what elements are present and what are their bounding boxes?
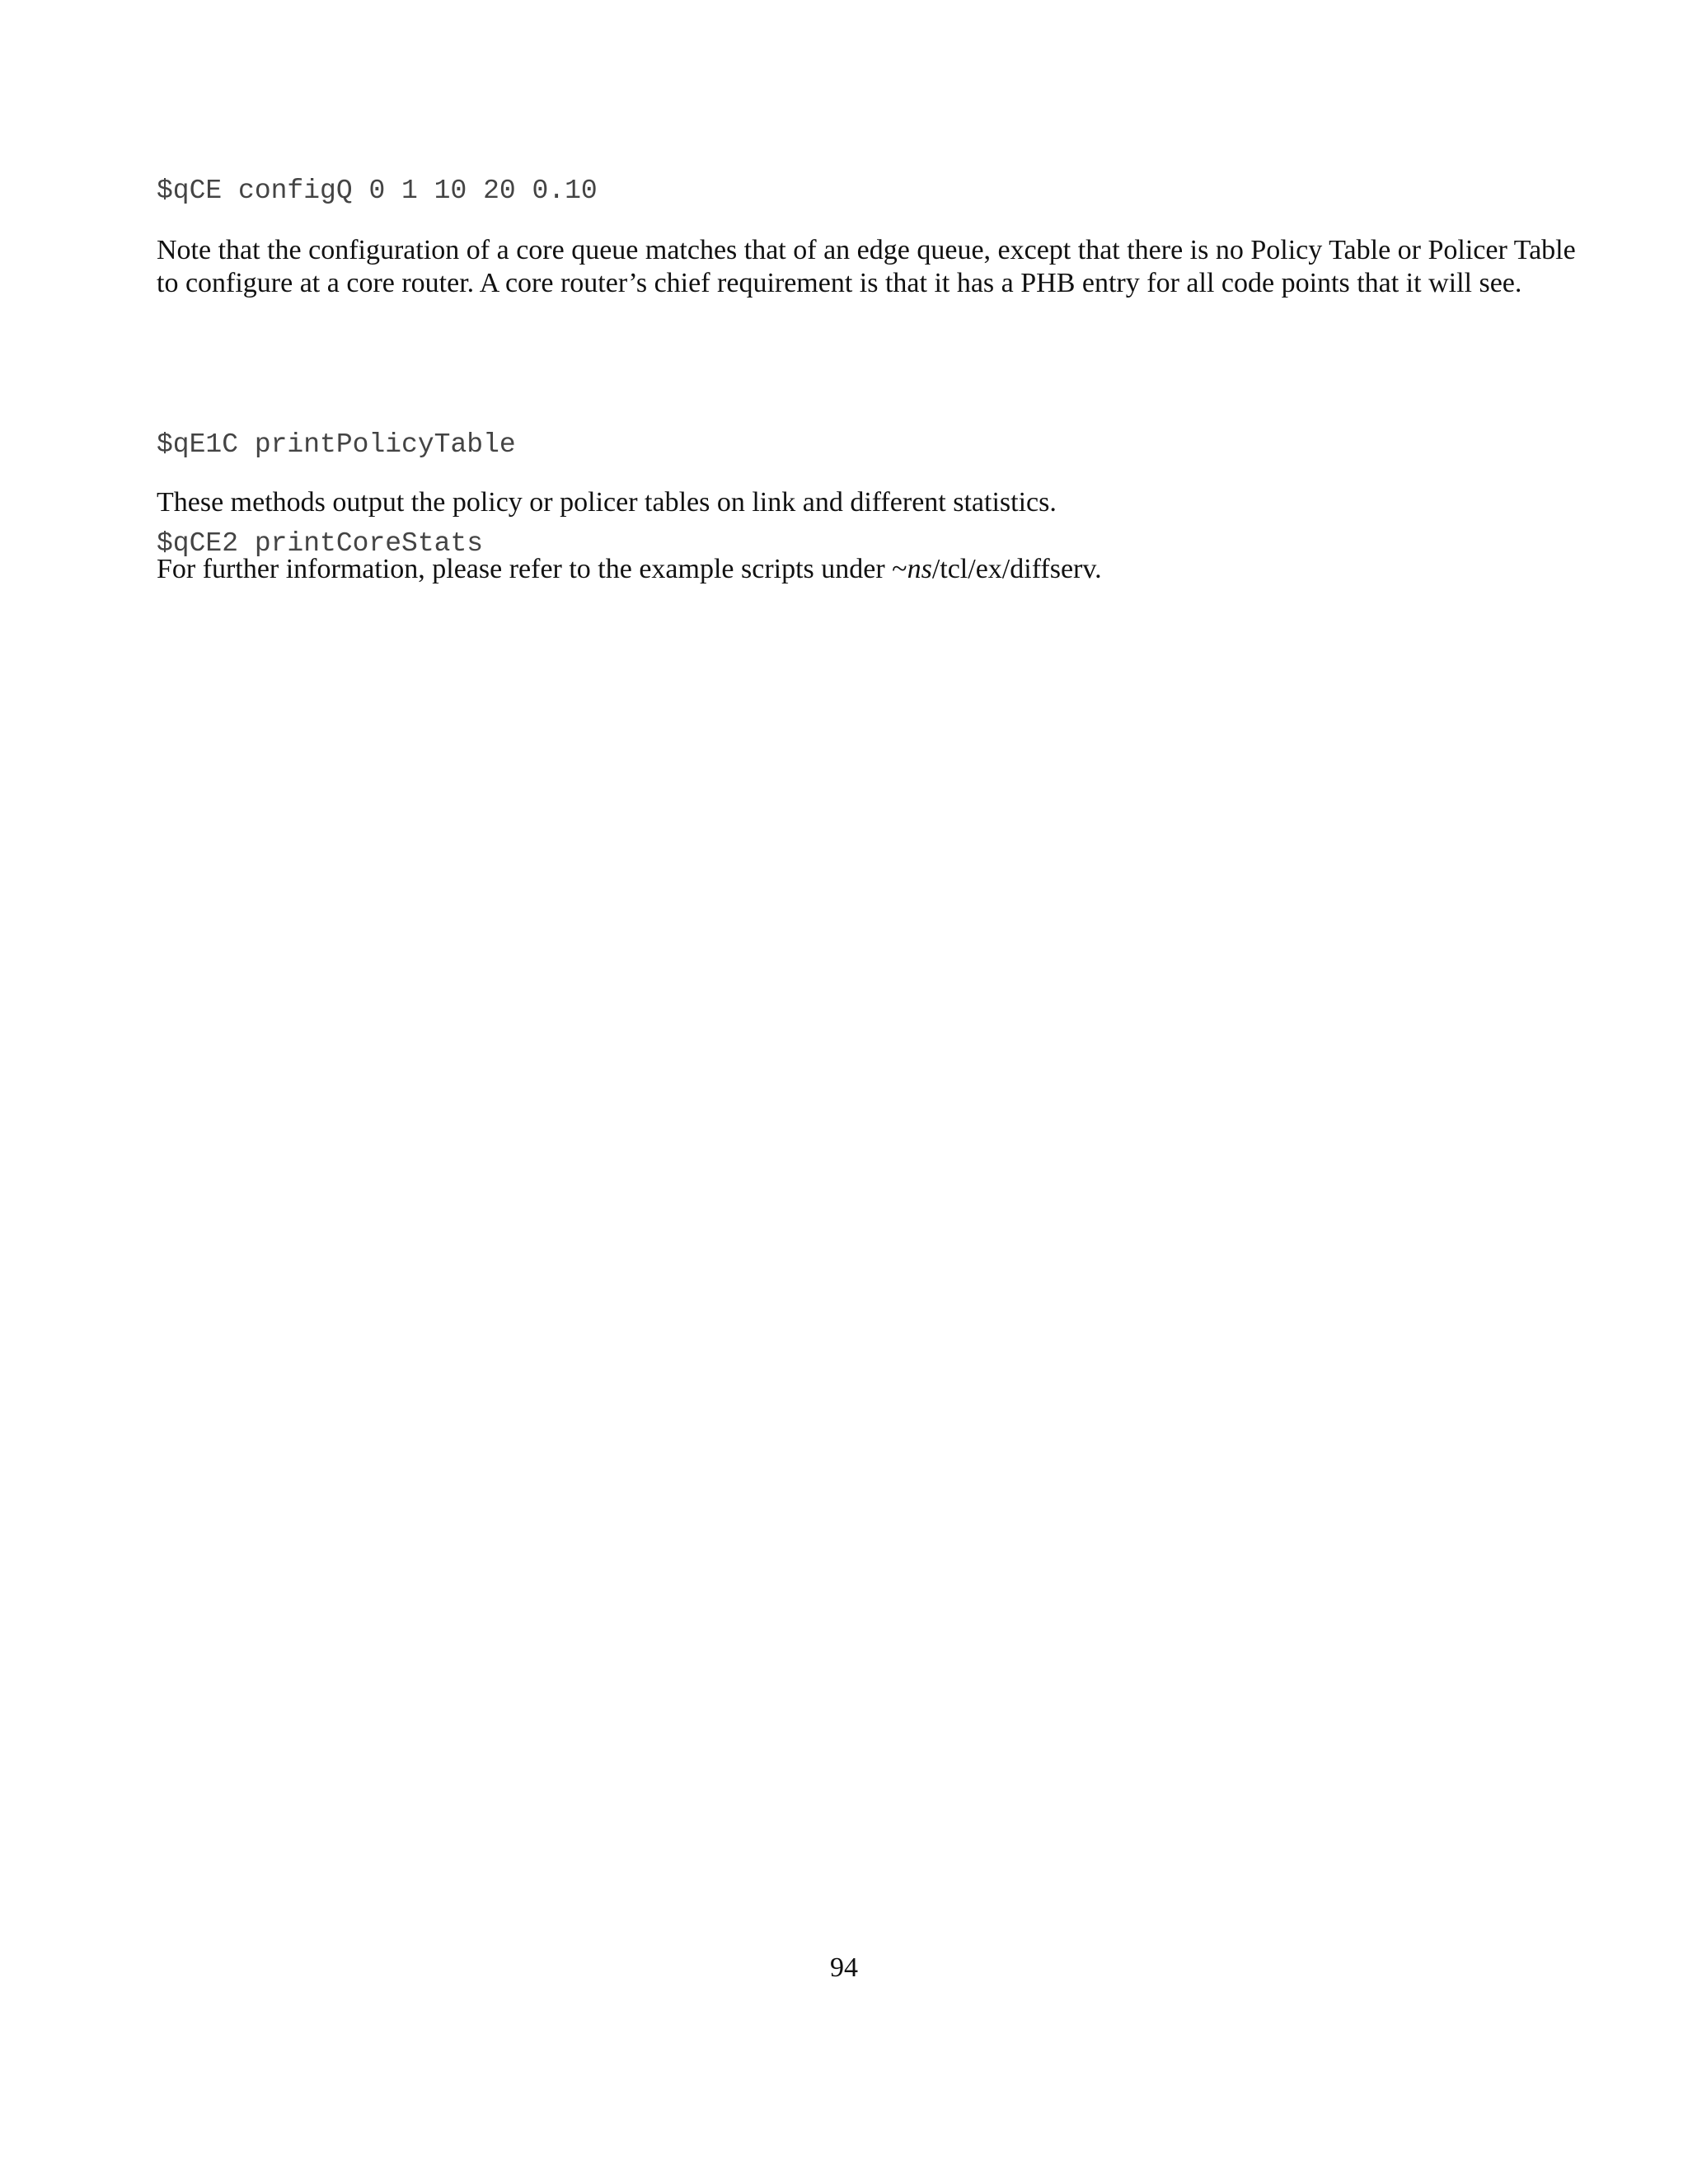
paragraph-line (157, 553, 1558, 586)
code-line: $qCE configQ 0 1 10 20 0.10 (157, 176, 598, 206)
paragraph-text-prefix: For further information, please refer to the example scripts under ~ (157, 554, 907, 584)
paragraph-core-queue-note (157, 234, 1576, 300)
paragraph-further-info (157, 553, 1558, 586)
paragraph-text-suffix: /tcl/ex/diffserv. (931, 554, 1102, 584)
paragraph-line: These methods output the policy or policer tables on link and different statistics. (157, 487, 1057, 518)
paragraph-line: to configure at a core router. A core router’s chief requirement is that it has a PHB entry for all code points that it will see. (157, 268, 1522, 298)
paragraph-methods-output (157, 486, 1558, 519)
paragraph-line: Note that the configuration of a core queue matches that of an edge queue, except that there is no Policy Table or Policer Table (157, 235, 1576, 265)
page-number: 94 (830, 1952, 858, 1983)
code-line: $qE1C printPolicyTable (157, 429, 516, 460)
paragraph-text-italic: ns (907, 554, 932, 584)
code-line: $qCE2 printCoreStats (157, 528, 484, 559)
